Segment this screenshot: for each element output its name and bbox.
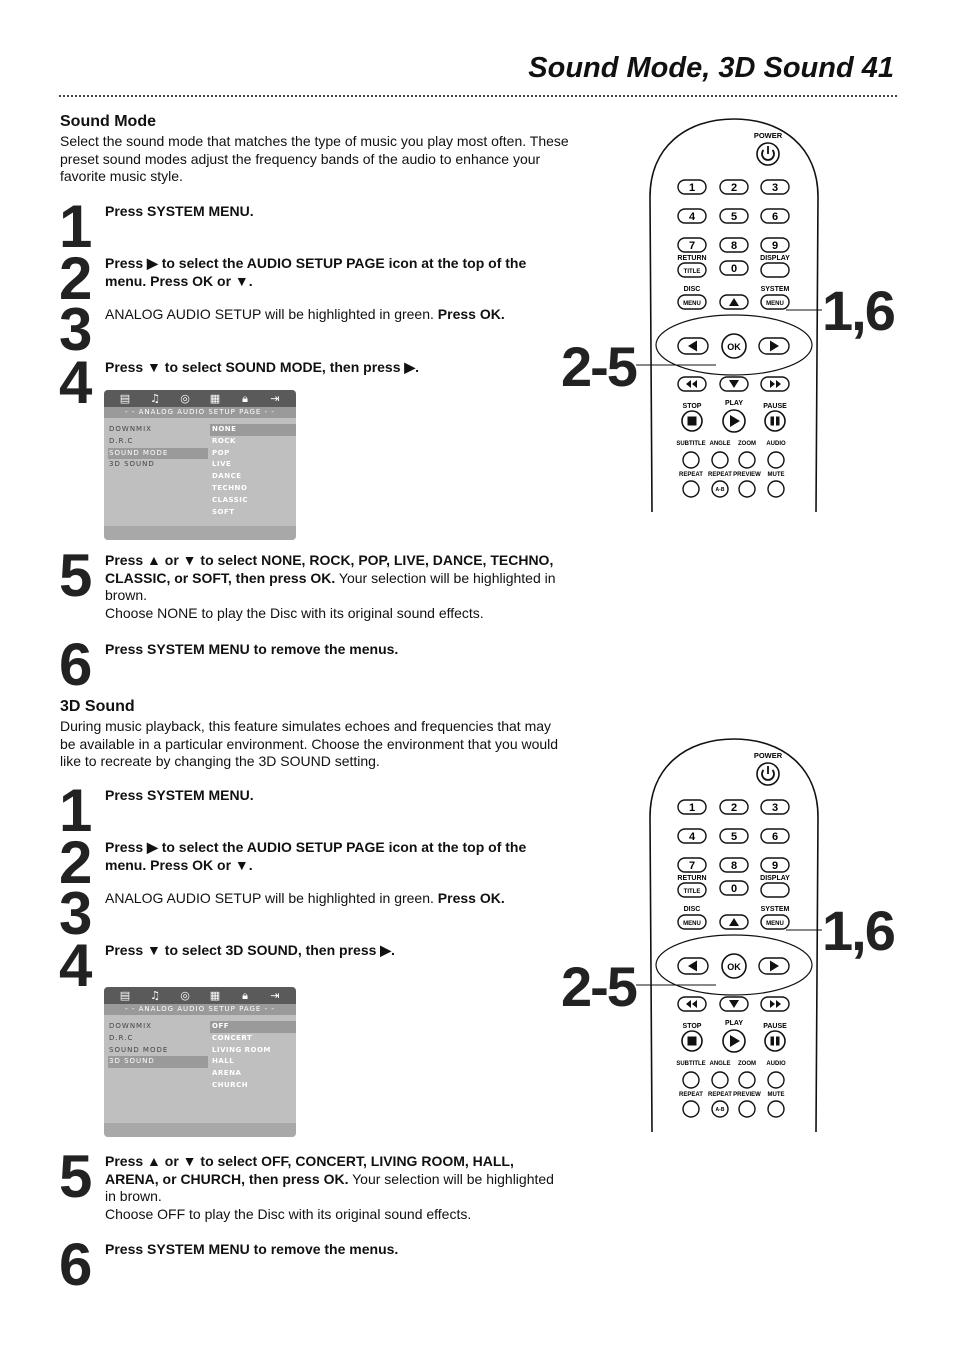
step-number: 3 <box>59 880 91 947</box>
step-text: Press SYSTEM MENU to remove the menus. <box>105 641 399 657</box>
digit-label: 2 <box>730 802 738 814</box>
stop-icon <box>688 417 697 426</box>
osd-footer <box>104 1123 296 1137</box>
display-button[interactable] <box>761 883 789 897</box>
osd-menu-3d-sound <box>104 987 296 1137</box>
step-text: Press SYSTEM MENU. <box>105 787 254 803</box>
step-text: Press ▶ to select the AUDIO SETUP PAGE icon at the top of the menu. Press OK or ▼. <box>105 255 527 289</box>
audio-label: AUDIO <box>766 441 786 447</box>
osd-option: POP <box>212 448 230 457</box>
callout-steps-2-5: 2-5 <box>561 335 636 398</box>
speaker-icon: ♫ <box>150 391 160 405</box>
section-heading-3d-sound: 3D Sound <box>60 698 135 715</box>
stop-button[interactable] <box>682 411 702 431</box>
step-text: ANALOG AUDIO SETUP will be highlighted in green. Press OK. <box>105 306 505 322</box>
lock-icon: 🔒︎ <box>242 391 248 405</box>
digit-label: 9 <box>771 240 779 252</box>
step-text: Press ▲ or ▼ to select OFF, CONCERT, LIVING ROOM, HALL, ARENA, or CHURCH, then press OK. Your selection will be highlighted in brown. Choose OFF to play the Disc with its original sound effects. <box>105 1153 554 1222</box>
digit-label: 6 <box>771 211 779 223</box>
digit-label: 1 <box>688 182 696 194</box>
grid-icon: ▦ <box>209 988 221 1002</box>
osd-option: ROCK <box>212 436 236 445</box>
osd-option: TECHNO <box>212 483 248 492</box>
preview-label: PREVIEW <box>733 472 761 478</box>
return-label: RETURN <box>677 255 707 262</box>
callout-steps-1-6: 1,6 <box>822 279 894 342</box>
osd-item: DOWNMIX <box>109 1022 152 1030</box>
osd-option: DANCE <box>212 472 242 481</box>
digit-label: 3 <box>771 182 779 194</box>
stop-label: STOP <box>682 403 702 410</box>
lock-icon: 🔒︎ <box>242 988 248 1002</box>
disc-label: DISC <box>683 286 701 293</box>
step-number: 1 <box>59 193 91 260</box>
zoom-label: ZOOM <box>738 1061 756 1067</box>
audio-label: AUDIO <box>766 1061 786 1067</box>
display-label: DISPLAY <box>760 255 790 262</box>
osd-header: - - ANALOG AUDIO SETUP PAGE - - <box>104 1004 296 1015</box>
pause-icon <box>771 1037 775 1046</box>
osd-option-list <box>210 1021 296 1092</box>
repeat-label: REPEAT <box>679 1092 703 1098</box>
digit-label: 0 <box>730 883 738 895</box>
digit-label: 3 <box>771 802 779 814</box>
digit-label: 5 <box>730 211 738 223</box>
pause-label: PAUSE <box>763 403 787 410</box>
disc-icon: ◎ <box>180 988 190 1002</box>
repeat-ab-label: REPEAT <box>708 1092 732 1098</box>
osd-option: CONCERT <box>212 1033 253 1042</box>
digit-label: 1 <box>688 802 696 814</box>
page-title: Sound Mode, 3D Sound 41 <box>528 52 894 84</box>
play-label: PLAY <box>724 400 744 407</box>
system-label: SYSTEM <box>760 906 790 913</box>
step-number: 4 <box>59 349 91 416</box>
ok-label: OK <box>727 342 741 352</box>
grid-icon: ▦ <box>209 391 221 405</box>
disc-label: DISC <box>683 906 701 913</box>
osd-option: SOFT <box>212 507 235 516</box>
title-label: TITLE <box>683 269 701 275</box>
osd-option: CHURCH <box>212 1080 249 1089</box>
callout-leaders-sound-mode <box>636 300 836 380</box>
callout-steps-1-6: 1,6 <box>822 899 894 962</box>
stop-label: STOP <box>682 1023 702 1030</box>
step-number: 6 <box>59 631 91 698</box>
system-label: SYSTEM <box>760 286 790 293</box>
osd-option-list <box>210 424 296 518</box>
osd-item-list <box>108 1021 208 1068</box>
power-button[interactable] <box>757 763 779 785</box>
exit-icon: ⇥ <box>270 391 280 405</box>
digit-label: 4 <box>688 211 696 223</box>
osd-footer <box>104 526 296 540</box>
preview-label: PREVIEW <box>733 1092 761 1098</box>
system-menu-label: MENU <box>766 921 784 927</box>
osd-item: DOWNMIX <box>109 425 152 433</box>
digit-label: 5 <box>730 831 738 843</box>
step-text: Press SYSTEM MENU to remove the menus. <box>105 1241 399 1257</box>
osd-option: LIVING ROOM <box>212 1045 271 1054</box>
system-menu-label: MENU <box>766 301 784 307</box>
step-text: Press ▶ to select the AUDIO SETUP PAGE icon at the top of the menu. Press OK or ▼. <box>105 839 527 873</box>
repeat-ab-label: REPEAT <box>708 472 732 478</box>
disc-icon: ◎ <box>180 391 190 405</box>
osd-header: - - ANALOG AUDIO SETUP PAGE - - <box>104 407 296 418</box>
speaker-icon: ♫ <box>150 988 160 1002</box>
osd-menu-sound-mode <box>104 390 296 540</box>
step-number: 2 <box>59 829 91 896</box>
step-text: Press ▼ to select 3D SOUND, then press ▶. <box>105 942 395 958</box>
pause-icon <box>771 417 775 426</box>
stop-icon <box>688 1037 697 1046</box>
mute-label: MUTE <box>767 1092 785 1098</box>
display-button[interactable] <box>761 263 789 277</box>
section-intro-sound-mode: Select the sound mode that matches the type of music you play most often. These preset sound modes adjust the frequency bands of the audio to enhance your favorite music style. <box>60 133 569 184</box>
section-heading-sound-mode: Sound Mode <box>60 113 156 130</box>
function-buttons-row2[interactable] <box>683 1101 784 1117</box>
function-buttons-row2[interactable] <box>683 481 784 497</box>
disc-menu-label: MENU <box>683 921 701 927</box>
step-number: 5 <box>59 1143 91 1210</box>
step-number: 1 <box>59 777 91 844</box>
osd-option-selected: OFF <box>210 1021 296 1033</box>
step-number: 3 <box>59 296 91 363</box>
osd-item: SOUND MODE <box>109 1045 169 1054</box>
digit-label: 4 <box>688 831 696 843</box>
power-label: POWER <box>753 751 783 760</box>
pause-button[interactable] <box>765 1031 785 1051</box>
pause-button[interactable] <box>765 411 785 431</box>
osd-item: 3D SOUND <box>109 460 155 469</box>
digit-label: 6 <box>771 831 779 843</box>
digit-label: 7 <box>688 860 696 872</box>
angle-label: ANGLE <box>709 1061 731 1067</box>
step-number: 6 <box>59 1231 91 1298</box>
zoom-label: ZOOM <box>738 441 756 447</box>
step-text: Press SYSTEM MENU. <box>105 203 254 219</box>
function-buttons-row1[interactable] <box>683 452 784 468</box>
callout-leaders-3d-sound <box>636 920 836 1000</box>
ok-label: OK <box>727 962 741 972</box>
mute-label: MUTE <box>767 472 785 478</box>
osd-option: LIVE <box>212 460 232 469</box>
function-buttons-row1[interactable] <box>683 1072 784 1088</box>
section-intro-3d-sound: During music playback, this feature simulates echoes and frequencies that may be available in a particular environment. Choose the environment that you would like to recreate by changing the 3D SOUND setting. <box>60 718 559 769</box>
pause-label: PAUSE <box>763 1023 787 1030</box>
digit-label: 8 <box>730 240 738 252</box>
osd-option: CLASSIC <box>212 495 249 504</box>
osd-item-list <box>108 424 208 471</box>
title-label: TITLE <box>683 889 701 895</box>
display-label: DISPLAY <box>760 875 790 882</box>
osd-option-selected: NONE <box>210 424 296 436</box>
subtitle-label: SUBTITLE <box>676 441 706 447</box>
osd-item-selected: 3D SOUND <box>108 1056 208 1068</box>
subtitle-label: SUBTITLE <box>676 1061 706 1067</box>
play-label: PLAY <box>724 1020 744 1027</box>
tv-icon: ▤ <box>119 988 131 1002</box>
osd-item: D.R.C <box>109 1033 134 1042</box>
digit-label: 9 <box>771 860 779 872</box>
step-text: Press ▲ or ▼ to select NONE, ROCK, POP, LIVE, DANCE, TECHNO, CLASSIC, or SOFT, then press OK. Your selection will be highlighted in brown. Choose NONE to play the Disc with its original sound effects. <box>105 552 556 621</box>
step-number: 4 <box>59 932 91 999</box>
step-text: Press ▼ to select SOUND MODE, then press ▶. <box>105 359 420 375</box>
digit-label: 7 <box>688 240 696 252</box>
exit-icon: ⇥ <box>270 988 280 1002</box>
digit-label: 8 <box>730 860 738 872</box>
step-text: ANALOG AUDIO SETUP will be highlighted in green. Press OK. <box>105 890 505 906</box>
osd-item-selected: SOUND MODE <box>108 448 208 460</box>
callout-steps-2-5: 2-5 <box>561 955 636 1018</box>
play-button[interactable] <box>723 1030 745 1052</box>
osd-item: D.R.C <box>109 436 134 445</box>
ab-label: A-B <box>715 487 725 493</box>
step-number: 2 <box>59 245 91 312</box>
digit-label: 0 <box>730 263 738 275</box>
osd-icon-bar <box>104 987 296 1004</box>
step-number: 5 <box>59 542 91 609</box>
digit-label: 2 <box>730 182 738 194</box>
angle-label: ANGLE <box>709 441 731 447</box>
repeat-label: REPEAT <box>679 472 703 478</box>
play-button[interactable] <box>723 410 745 432</box>
osd-option: HALL <box>212 1057 235 1066</box>
stop-button[interactable] <box>682 1031 702 1051</box>
disc-menu-label: MENU <box>683 301 701 307</box>
return-label: RETURN <box>677 875 707 882</box>
power-button[interactable] <box>757 143 779 165</box>
osd-icon-bar <box>104 390 296 407</box>
tv-icon: ▤ <box>119 391 131 405</box>
osd-option: ARENA <box>212 1069 242 1078</box>
power-label: POWER <box>753 131 783 140</box>
ab-label: A-B <box>715 1107 725 1113</box>
dotted-divider <box>59 95 897 97</box>
